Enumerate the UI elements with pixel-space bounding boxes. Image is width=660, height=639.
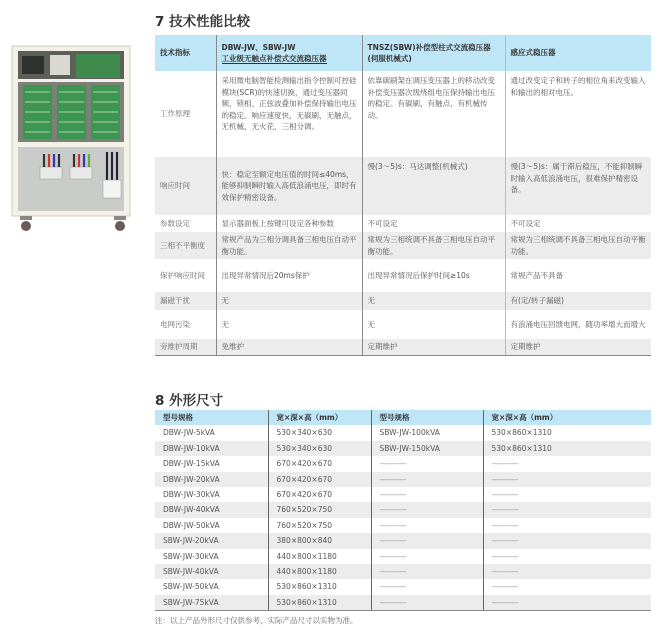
table-cell: 760×520×750: [268, 502, 371, 517]
table-cell: DBW-JW-20kVA: [155, 472, 268, 487]
row-label: 参数设定: [155, 215, 216, 232]
table-row: [155, 487, 651, 502]
table-cell: 快：稳定至额定电压值的时间≤40ms，能够抑制瞬时输入高低浪涌电压，即时有效保护精密设备。: [216, 157, 362, 215]
table-cell: ------------: [483, 472, 651, 487]
table-row: [155, 310, 651, 339]
table-cell: 采用微电脑智能检测输出指令控制可控硅模块(SCR)的快速切换，通过变压器同频，锁相、正弦波叠加补偿保持输出电压的稳定。响应速度快，无碳刷，无触点，无机械，无火花，三相分调。: [216, 71, 362, 157]
performance-comparison-table: [155, 35, 651, 356]
table-cell: ------------: [371, 456, 483, 471]
table-row: [155, 215, 651, 232]
table-cell: 670×420×670: [268, 456, 371, 471]
table-cell: ------------: [371, 502, 483, 517]
table-cell: 显示器面板上按键可设定各种参数: [216, 215, 362, 232]
table-row: [155, 502, 651, 517]
table-cell: ------------: [483, 502, 651, 517]
table-header-row: [155, 410, 651, 425]
table-row: [155, 157, 651, 215]
table-row: [155, 441, 651, 456]
header-cell: 感应式稳压器: [505, 35, 651, 71]
table-cell: 常规为三相统调不具备三相电压自动平衡功能。: [505, 232, 651, 259]
table-cell: 不可设定: [362, 215, 505, 232]
table-cell: 依靠碳刷架在调压变压器上的移动改变补偿变压器次级绕组电压保持输出电压的稳定。有碳刷，有触点、有机械传动。: [362, 71, 505, 157]
table-cell: 慢(3～5)s：属于滞后稳压，不能抑制瞬时输入高低浪涌电压，很难保护精密设备。: [505, 157, 651, 215]
table-cell: SBW-JW-150kVA: [371, 441, 483, 456]
row-label: 旁维护周期: [155, 339, 216, 355]
footnote: 注：以上产品外形尺寸仅供参考，实际产品尺寸以实物为准。: [155, 616, 358, 625]
table-row: [155, 518, 651, 533]
table-cell: 免维护: [216, 339, 362, 355]
table-cell: ------------: [371, 518, 483, 533]
table-cell: 常规为三相统调不具备三相电压自动平衡功能。: [362, 232, 505, 259]
table-cell: DBW-JW-50kVA: [155, 518, 268, 533]
table-cell: 530×860×1310: [491, 428, 552, 438]
table-row: [155, 292, 651, 310]
table-cell: ------------: [371, 549, 483, 564]
table-cell: 常规产品不具备: [510, 270, 563, 280]
header-cell: 宽×深×高（mm）: [483, 410, 651, 425]
row-label: 保护响应时间: [155, 259, 216, 292]
row-label: 电网污染: [155, 310, 216, 339]
table-cell: ------------: [371, 487, 483, 502]
header-cell: TNSZ(SBW)补偿型柱式交流稳压器(伺服机械式): [362, 35, 505, 71]
table-row: [155, 456, 651, 471]
table-cell: 常规产品为三相分调具备三相电压自动平衡功能。: [216, 232, 362, 259]
table-row: [155, 595, 651, 611]
table-cell: 440×800×1180: [268, 549, 371, 564]
table-cell: 不可设定: [510, 218, 541, 228]
table-cell: ------------: [491, 551, 518, 561]
table-cell: 无: [216, 292, 362, 310]
table-cell: 有浪涌电压回馈电网，随功率增大而增大: [510, 319, 646, 329]
product-photo: [10, 44, 135, 234]
table-cell: 760×520×750: [268, 518, 371, 533]
table-header-row: [155, 35, 651, 71]
table-cell: 440×800×1180: [268, 564, 371, 579]
table-cell: SBW-JW-20kVA: [155, 533, 268, 548]
table-row: [155, 579, 651, 594]
section-title-performance: 7 技术性能比较: [155, 14, 251, 30]
table-row: [155, 425, 651, 440]
header-line: 工业级无触点补偿式交流稳压器: [221, 54, 327, 63]
section-title-dimensions: 8 外形尺寸: [155, 393, 224, 409]
table-cell: 定期维护: [505, 339, 651, 355]
table-cell: SBW-JW-30kVA: [155, 549, 268, 564]
header-cell: 宽×深×高（mm）: [268, 410, 371, 425]
table-cell: ------------: [491, 520, 518, 530]
row-label: 响应时间: [155, 157, 216, 215]
table-cell: ------------: [371, 579, 483, 594]
table-row: [155, 339, 651, 355]
row-label: 漏磁干扰: [155, 292, 216, 310]
table-cell: 慢(3～5)s：马达调整(机械式): [362, 157, 505, 215]
header-cell: 技术指标: [155, 35, 216, 71]
table-cell: ------------: [371, 533, 483, 548]
table-cell: ------------: [483, 595, 651, 611]
header-line: DBW-JW、SBW-JW: [221, 42, 296, 52]
table-cell: DBW-JW-40kVA: [155, 502, 268, 517]
table-cell: 通过改变定子和转子的相位角来改变输入和输出的相对电压。: [510, 76, 646, 97]
table-cell: 无: [362, 310, 505, 339]
table-cell: 380×800×840: [268, 533, 371, 548]
table-cell: ------------: [491, 582, 518, 592]
table-cell: DBW-JW-30kVA: [155, 487, 268, 502]
table-cell: 无: [362, 292, 505, 310]
row-label: 三相不平衡度: [155, 232, 216, 259]
table-cell: ------------: [491, 490, 518, 500]
table-cell: 有(定/转子漏磁): [505, 292, 651, 310]
table-cell: 出现异常情况后保护时间≥10s: [362, 259, 505, 292]
table-row: [155, 549, 651, 564]
table-cell: 出现异常情况后20ms保护: [216, 259, 362, 292]
table-cell: ------------: [371, 564, 483, 579]
table-cell: 530×860×1310: [268, 595, 371, 611]
table-cell: SBW-JW-50kVA: [155, 579, 268, 594]
table-row: [155, 259, 651, 292]
table-row: [155, 472, 651, 487]
table-cell: 530×340×630: [268, 441, 371, 456]
table-cell: ------------: [371, 595, 483, 611]
header-cell: [216, 35, 362, 71]
table-row: [155, 564, 651, 579]
table-cell: ------------: [483, 564, 651, 579]
table-cell: 530×340×630: [268, 425, 371, 440]
table-cell: SBW-JW-75kVA: [155, 595, 268, 611]
table-cell: 670×420×670: [268, 472, 371, 487]
table-row: [155, 71, 651, 157]
table-cell: 530×860×1310: [483, 441, 651, 456]
table-row: [155, 232, 651, 259]
row-label: 工作原理: [155, 71, 216, 157]
header-cell: 型号规格: [155, 410, 268, 425]
header-cell: 型号规格: [371, 410, 483, 425]
table-cell: DBW-JW-15kVA: [155, 456, 268, 471]
table-row: [155, 533, 651, 548]
table-cell: 530×860×1310: [268, 579, 371, 594]
dimensions-table: [155, 410, 651, 611]
table-cell: ------------: [371, 472, 483, 487]
table-cell: ------------: [491, 459, 518, 469]
table-cell: ------------: [483, 533, 651, 548]
table-cell: DBW-JW-5kVA: [155, 425, 268, 440]
table-cell: SBW-JW-40kVA: [155, 564, 268, 579]
table-cell: SBW-JW-100kVA: [371, 425, 483, 440]
table-cell: 670×420×670: [268, 487, 371, 502]
table-cell: DBW-JW-10kVA: [155, 441, 268, 456]
table-cell: 定期维护: [362, 339, 505, 355]
table-cell: 无: [216, 310, 362, 339]
